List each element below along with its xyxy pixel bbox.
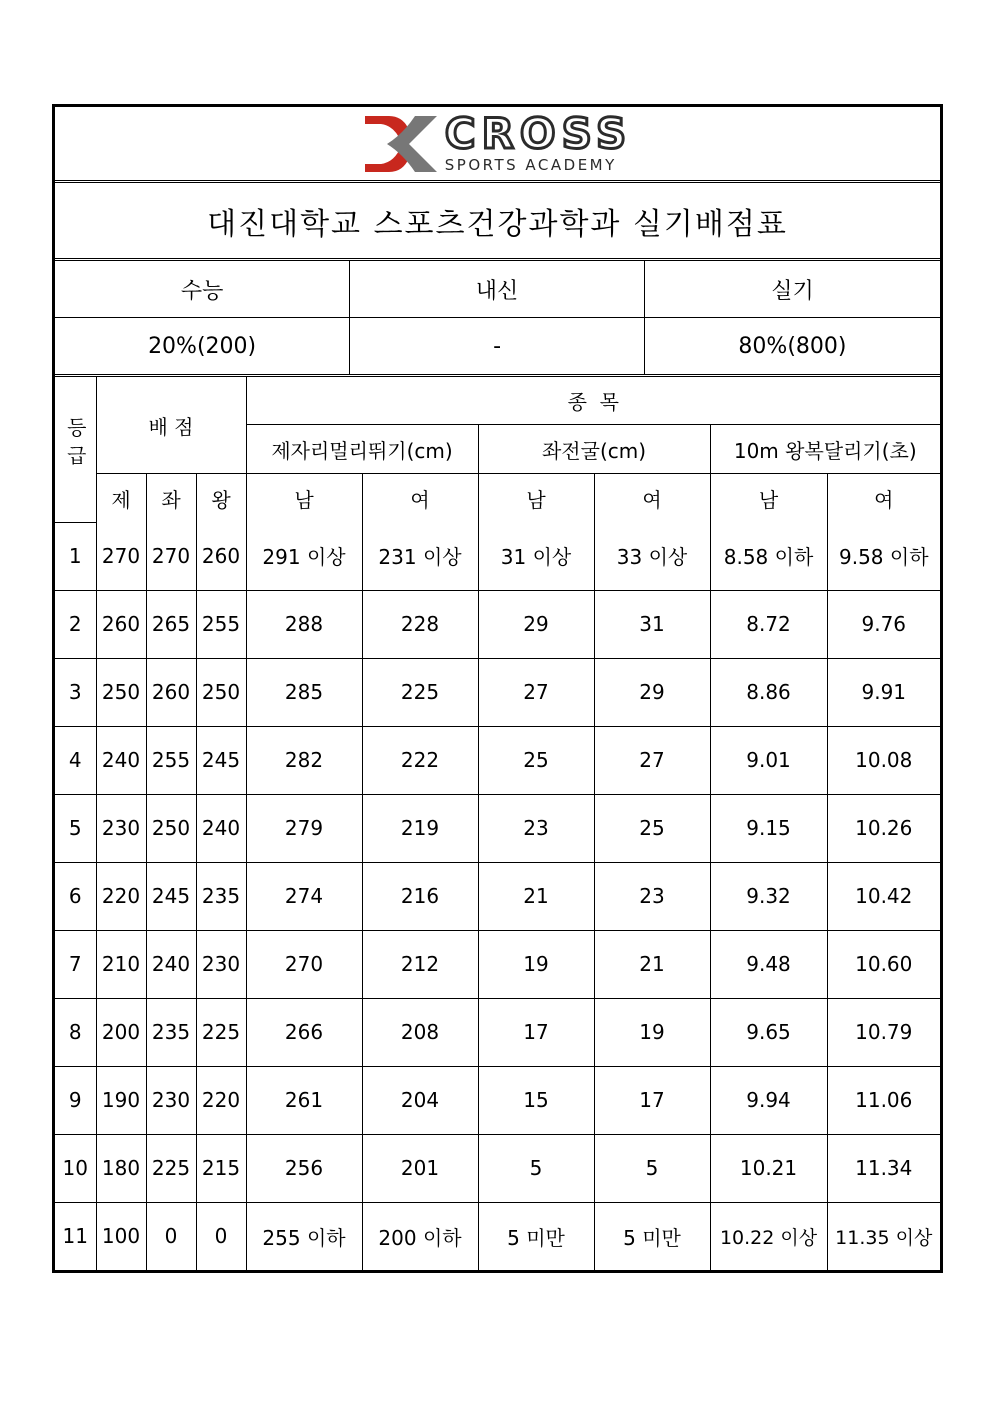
cell-reach-male: 23 [478,794,594,862]
cell-grade: 5 [55,794,96,862]
cell-jump-female: 204 [362,1066,478,1134]
cell-shuttle-male: 9.15 [710,794,827,862]
cross-logo [363,108,633,176]
cell-shuttle-male: 9.01 [710,726,827,794]
cell-shuttle-female: 10.79 [827,998,940,1066]
cell-grade: 2 [55,590,96,658]
grade-header-label: 등급 [63,417,88,474]
table-row [55,726,940,794]
cell-shuttle-female: 11.06 [827,1066,940,1134]
cell-reach-male: 27 [478,658,594,726]
cell-shuttle-male: 8.58 이하 [710,522,827,590]
cell-score-wang: 255 [196,590,246,658]
score-sub-wang: 왕 [196,474,246,523]
ratio-value-naesin: - [350,318,645,376]
cell-reach-female: 33 이상 [594,522,710,590]
cell-jump-male: 285 [246,658,362,726]
header-row-1 [55,377,940,425]
cell-reach-female: 25 [594,794,710,862]
ratio-value-silgi: 80%(800) [644,318,940,376]
cell-shuttle-female: 11.34 [827,1134,940,1202]
cell-score-je: 200 [96,998,146,1066]
cell-reach-male: 5 [478,1134,594,1202]
gender-header: 여 [362,474,478,523]
cell-jump-male: 256 [246,1134,362,1202]
table-row [55,658,940,726]
cell-score-jwa: 0 [146,1202,196,1270]
cell-jump-female: 222 [362,726,478,794]
event-long-jump: 제자리멀리뛰기(cm) [246,425,478,474]
table-row [55,590,940,658]
cell-score-jwa: 225 [146,1134,196,1202]
cell-shuttle-female: 11.35 이상 [827,1202,940,1270]
cell-jump-female: 231 이상 [362,522,478,590]
cell-jump-female: 228 [362,590,478,658]
cell-score-je: 180 [96,1134,146,1202]
cell-shuttle-male: 8.86 [710,658,827,726]
ratio-header-row [55,261,940,318]
cell-score-je: 250 [96,658,146,726]
ratio-table [55,261,940,377]
cell-score-je: 100 [96,1202,146,1270]
logo-tagline: SPORTS ACADEMY [444,155,617,174]
events-header: 종 목 [246,377,940,425]
cell-reach-female: 21 [594,930,710,998]
ratio-header-suneung: 수능 [55,261,350,318]
cell-reach-male: 15 [478,1066,594,1134]
cell-score-jwa: 265 [146,590,196,658]
cell-grade: 3 [55,658,96,726]
cell-jump-male: 288 [246,590,362,658]
gender-header: 남 [478,474,594,523]
cell-grade: 6 [55,862,96,930]
cell-shuttle-female: 10.26 [827,794,940,862]
cell-score-wang: 250 [196,658,246,726]
cell-shuttle-male: 9.48 [710,930,827,998]
cell-shuttle-male: 9.32 [710,862,827,930]
gender-header: 남 [246,474,362,523]
logo-wordmark: CROSS [444,108,633,158]
cell-jump-female: 219 [362,794,478,862]
table-row [55,1066,940,1134]
cell-jump-female: 212 [362,930,478,998]
cell-score-je: 220 [96,862,146,930]
cell-grade: 4 [55,726,96,794]
cell-score-jwa: 235 [146,998,196,1066]
cell-score-jwa: 255 [146,726,196,794]
page-title: 대진대학교 스포츠건강과학과 실기배점표 [55,183,940,261]
score-sub-je: 제 [96,474,146,523]
cell-score-jwa: 250 [146,794,196,862]
table-row [55,522,940,590]
table-row [55,930,940,998]
cell-shuttle-male: 10.22 이상 [710,1202,827,1270]
cell-score-je: 240 [96,726,146,794]
ratio-header-silgi: 실기 [644,261,940,318]
cell-score-je: 260 [96,590,146,658]
cell-reach-female: 23 [594,862,710,930]
cell-reach-female: 19 [594,998,710,1066]
cell-jump-male: 266 [246,998,362,1066]
cell-shuttle-female: 9.58 이하 [827,522,940,590]
cell-grade: 7 [55,930,96,998]
cell-reach-female: 5 [594,1134,710,1202]
score-table [55,377,940,1270]
cell-score-wang: 235 [196,862,246,930]
gender-header: 여 [594,474,710,523]
table-row [55,998,940,1066]
cell-score-wang: 215 [196,1134,246,1202]
cell-shuttle-female: 9.91 [827,658,940,726]
cell-score-wang: 0 [196,1202,246,1270]
cell-grade: 1 [55,522,96,590]
cell-jump-female: 208 [362,998,478,1066]
cell-reach-female: 17 [594,1066,710,1134]
cell-shuttle-female: 10.08 [827,726,940,794]
cell-grade: 9 [55,1066,96,1134]
cell-reach-female: 5 미만 [594,1202,710,1270]
cell-score-wang: 230 [196,930,246,998]
cell-reach-male: 31 이상 [478,522,594,590]
cell-score-je: 210 [96,930,146,998]
event-sit-reach: 좌전굴(cm) [478,425,710,474]
cell-jump-male: 291 이상 [246,522,362,590]
cell-shuttle-male: 9.94 [710,1066,827,1134]
cell-score-wang: 225 [196,998,246,1066]
cell-shuttle-female: 10.42 [827,862,940,930]
cell-reach-male: 5 미만 [478,1202,594,1270]
cell-jump-female: 200 이하 [362,1202,478,1270]
cell-grade: 8 [55,998,96,1066]
score-body [55,522,940,1270]
cell-shuttle-male: 10.21 [710,1134,827,1202]
cell-score-je: 270 [96,522,146,590]
cell-score-jwa: 245 [146,862,196,930]
score-header: 배 점 [96,377,246,474]
cell-jump-male: 274 [246,862,362,930]
cell-shuttle-male: 8.72 [710,590,827,658]
cell-score-jwa: 230 [146,1066,196,1134]
cell-reach-female: 31 [594,590,710,658]
cell-score-jwa: 270 [146,522,196,590]
cell-score-wang: 245 [196,726,246,794]
table-row [55,794,940,862]
gender-header: 남 [710,474,827,523]
cell-reach-male: 19 [478,930,594,998]
cell-score-je: 230 [96,794,146,862]
table-row [55,1134,940,1202]
cell-jump-male: 255 이하 [246,1202,362,1270]
cell-jump-male: 282 [246,726,362,794]
cell-grade: 11 [55,1202,96,1270]
x-mark-icon [363,112,439,176]
cell-score-je: 190 [96,1066,146,1134]
header-row-3 [55,474,940,523]
cell-jump-male: 279 [246,794,362,862]
cell-reach-male: 21 [478,862,594,930]
ratio-value-suneung: 20%(200) [55,318,350,376]
ratio-value-row [55,318,940,376]
score-sub-jwa: 좌 [146,474,196,523]
cell-reach-female: 27 [594,726,710,794]
cell-score-wang: 240 [196,794,246,862]
cell-reach-male: 29 [478,590,594,658]
cell-score-jwa: 240 [146,930,196,998]
ratio-header-naesin: 내신 [350,261,645,318]
cell-shuttle-male: 9.65 [710,998,827,1066]
cell-reach-male: 17 [478,998,594,1066]
cell-jump-male: 261 [246,1066,362,1134]
cell-reach-female: 29 [594,658,710,726]
cell-score-wang: 220 [196,1066,246,1134]
cell-score-wang: 260 [196,522,246,590]
cell-grade: 10 [55,1134,96,1202]
cell-jump-female: 225 [362,658,478,726]
table-row [55,862,940,930]
event-shuttle-run: 10m 왕복달리기(초) [710,425,940,474]
cell-score-jwa: 260 [146,658,196,726]
cell-reach-male: 25 [478,726,594,794]
cell-jump-female: 201 [362,1134,478,1202]
cell-shuttle-female: 10.60 [827,930,940,998]
score-sheet [52,104,943,1273]
cell-jump-male: 270 [246,930,362,998]
logo-band [55,107,940,183]
table-row [55,1202,940,1270]
gender-header: 여 [827,474,940,523]
cell-jump-female: 216 [362,862,478,930]
cell-shuttle-female: 9.76 [827,590,940,658]
grade-header [55,377,96,522]
